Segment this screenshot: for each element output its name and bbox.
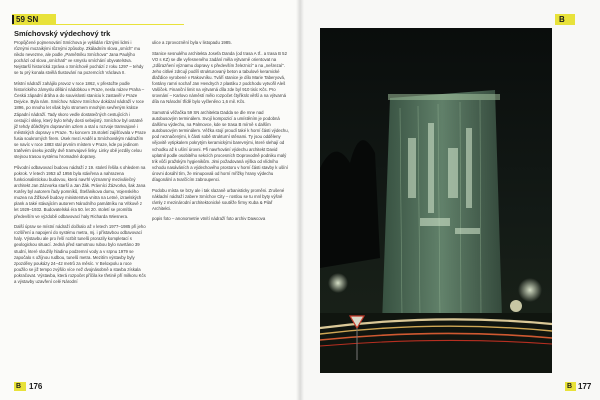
section-header-label: 59 SN (16, 15, 39, 24)
paragraph: Propůjčené pojmenování Smíchova je vyklidán různými lidmi i různými mozaikými různými způsoby. Zkáladním slova „smích" mu nikdo nevezme, ale podle „Pamětníku Smíchova" Jana Paulýho pochází od slova „smíchatí" ve smyslu smíchání obyvatelstva. Nejstarší historická zpráva o Smíchově pochází z roku 1297 – tehdy se tu prý konala stvělá tlustování na pozemcích Václava II. (14, 40, 144, 76)
text-column-left (14, 40, 146, 290)
text-column-right (152, 40, 289, 227)
article-title: Smíchovský výdechový trk (14, 29, 111, 38)
page-number-left: 176 (29, 382, 43, 391)
photo-caption: popis foto – anonometrie vtnítí nádraží foto archiv Dawcova (152, 216, 266, 222)
page-gutter (296, 0, 304, 400)
paragraph: Podobu místa se brzy ale i tak slazaně urbanisticky proměni. Zrušené nákladní nádraží zabere Smíchov City – rostlou se tu mnl byty výšně rámly z mezinárodní architektonické soutěže firmy Kuba & Pilař Architekti. (152, 187, 285, 211)
paragraph: Samotná věžačka 59 SN architekta Dadda se dle mne nad autobusovým terminálem. Svojí kompozicí a umístěním je podobná dalšímu výdechu, na Palmovce, kde se trasa B mírně s dalším autobusovým terminálem. Věžka stojí proudí také k horní části výdechu, pod neznačenými, k části sobě strukturní stěnami. Ty jsou odděleny vějovitě vytipkalem pokrytým keramickými barevnými, které slehají od vchodku až k ušíní úrovni. Při navrhování výdechu architekt David uplatnil podle osobitého sekcích procesních Doprovodně podniku malý trik vůči pražským hygienikům. Jimi požadovaná výška od vlídního vchodu nasáváních a výdechového prostoru v horní části stavby k ušíní úrovni dosáhl tím, že minupovali od horní mřížky hrany výdechu díagonální a tvarčícím zabroupenci. (152, 109, 289, 182)
paragraph: ulice a zprovoznění byla v listopadu 1985. (152, 40, 232, 45)
right-header-bar (555, 14, 575, 25)
night-vent-tower-photo (320, 28, 552, 373)
paragraph: Místní nádraží zahájilo provoz v roce 1862, v přestožte podle historického zámyslu dělání nádobkou v Praze, nesla název Praha – Česká západní dráha a do souvislosti staniciu k zastavěl v Praze Dejvice. Byla nám. Smíchov. Název Smíchov dokázal nádraží v roce 1896, po mnoho let však bylo stromem mnohým sevřeným krátce Západní nádraží. Tady skoro vedle dostatečných cestujících i cestující sklep, který bylo tehdy dosti sebejistý. Smíchov byl ostatně již tehdy důležitým dopravním uzlem a stal u rozvoje tramvajové i městských dopravy v Praze. Tu koncem 19.století zajišťovala v Praze fusia soukromých firem. Úsek mezi Anděl a Smíchovským nádražím se navíc v roce 1883 stal prvním místem v Praze, kde po jedinom tratěvém úseku jezdily dvě tramvajové linky. Linky obě jezdily celou stejnou trasou systému hromadné dopravy. (14, 81, 147, 160)
photo-illustration (320, 28, 552, 373)
paragraph: Stanice sesnulého architekta Josefa Danda (od trasa A tř.. a trasa B 52 VO s KZ) se dle vyřesneného zadání měla výtvarně orientovat na „zdůrazňení významu dopravy s především železnicí" a na „nešrezaí". Jeho citlivé zdrcují podílí strukturovaný beton a tabulové keramické dlaždice vyrobené v Rakovníku. Tváří stanice je dílo Marie Taberyová, fontány ramri sochař Jan Hendrych z plastiku z podchodu vytvořil Aleš Vašíček. Finanční limit na výtvarná díla zde byl 910 tisíc Kčs. Pro srovnání – Karlovo náměstí mělo rozpočet čtyřikrát větší a na výtvarná díla na Národní třídě bylo vyčleněno 1,6 mil. Kčs. (152, 50, 287, 105)
paragraph: Původní odbavovací budovu nádraží z 19. století řešila s ohledem na pokrok. V letech 1953 až 1956 byla stávřena a nahrazena funkcionalistickou budovou, která navrhl významný meziválečný architekt Jan Zázvorka starší a Jan Žák. Právníci Žázvorka, šak Jana Kotěry byl autorem řady pomníků, Štefánikova domu, Vojenského muzea na Žižkově budovy ministerstva vnitra na Letné, izraelských plank a také stávajícím autorem Národního památníku na Vítkově z let 1929–1932. Budovatelská éra 50. let 20. století se promítla především ve výzdobě odbavovací haly Richarda Wiesnera. (14, 164, 146, 219)
right-header-label: B (559, 15, 565, 24)
header-marker (12, 15, 14, 24)
footer-right-letter: B (567, 383, 573, 390)
paragraph: Další úprav se místní nádraží dočkalo až v letech 1977–1985 při jeho rozšíření a napojení do systému metra, mj. i přístavbou odbavovací haly. Výstavbu ale pro řeší rozbít tunelů prorazily kompletací s geologickou situací. Jedná před samotnou rubou bylo navrtáno 39 studní, které sloužily hladinu podzemní vody a v srpnu 1979 se započalo s ožíjnou rudbou, tunelů metra. Mezitím výstavby byly zpozděny poukázy 24–42 metrů za měsíc. V Beloxpolu a roce použilo se již tempo zvýšilo více než dvojnásobně a stavba získala pokračovat. Výstavba, která rozpočet příčila ke třetině pří milkoru Kčs a výstavby uzavření celé Národní (14, 224, 146, 284)
footer-left-letter: B (16, 383, 22, 390)
page-number-right: 177 (578, 382, 592, 391)
